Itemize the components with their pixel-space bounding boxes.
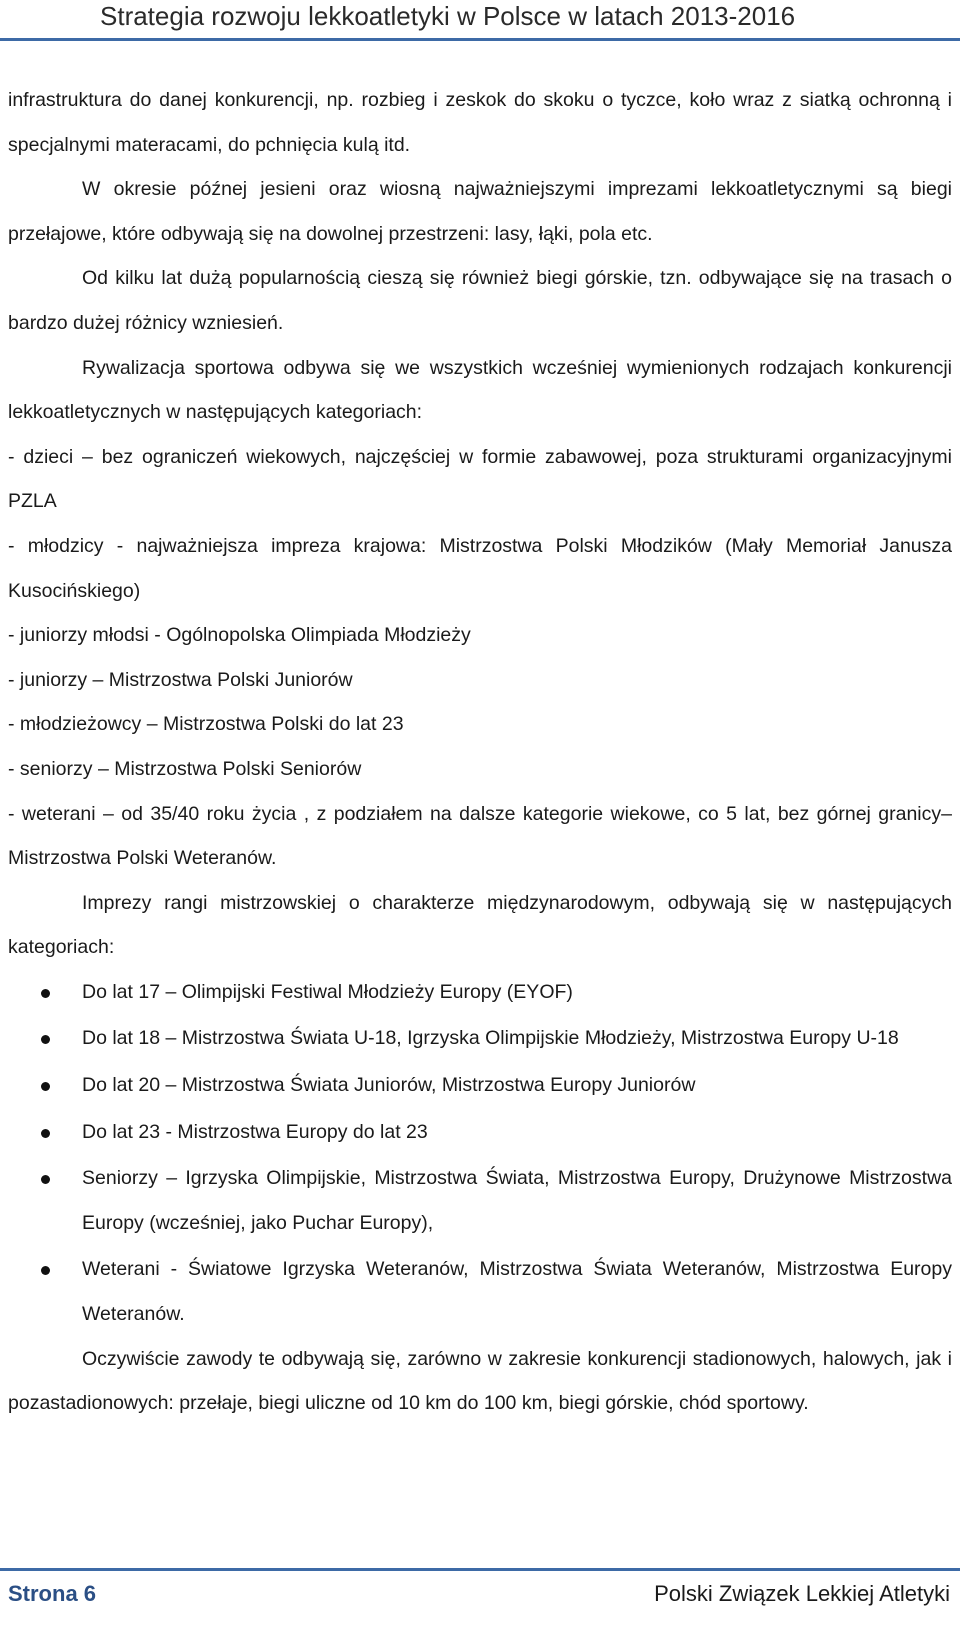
category-line: - młodzicy - najważniejsza impreza krajowa: Mistrzostwa Polski Młodzików (Mały Memoriał Janusza Kusocińskiego) [8, 534, 952, 602]
bullet-icon [41, 1266, 50, 1275]
category-line: - dzieci – bez ograniczeń wiekowych, najczęściej w formie zabawowej, poza strukturami organizacyjnymi PZLA [8, 445, 952, 513]
page-footer [0, 1568, 960, 1631]
list-item-text: Weterani - Światowe Igrzyska Weteranów, Mistrzostwa Świata Weteranów, Mistrzostwa Europy Weteranów. [82, 1258, 952, 1326]
category-line: - młodzieżowcy – Mistrzostwa Polski do lat 23 [8, 713, 404, 736]
list-item [8, 1110, 952, 1155]
list-item-text: Do lat 23 - Mistrzostwa Europy do lat 23 [82, 1120, 428, 1143]
list-item-text: Do lat 17 – Olimpijski Festiwal Młodzieży Europy (EYOF) [82, 980, 573, 1003]
bullet-icon [41, 1082, 50, 1091]
paragraph: Rywalizacja sportowa odbywa się we wszystkich wcześniej wymienionych rodzajach konkurencji lekkoatletycznych w następujących kategoriach: [8, 356, 952, 424]
list-item [8, 970, 952, 1015]
bullet-icon [41, 1175, 50, 1184]
paragraph: infrastruktura do danej konkurencji, np. rozbieg i zeskok do skoku o tyczce, koło wraz z siatką ochronną i specjalnymi materacami, do pchnięcia kulą itd. [8, 89, 952, 156]
list-item-text: Seniorzy – Igrzyska Olimpijskie, Mistrzostwa Świata, Mistrzostwa Europy, Drużynowe Mistrzostwa Europy (wcześniej, jako Puchar Europy), [82, 1167, 952, 1234]
paragraph: Od kilku lat dużą popularnością cieszą się również biegi górskie, tzn. odbywające się na trasach o bardzo dużej różnicy wzniesień. [8, 267, 952, 334]
list-item [8, 1247, 952, 1336]
bullet-icon [41, 989, 50, 998]
document-title: Strategia rozwoju lekkoatletyki w Polsce w latach 2013-2016 [100, 1, 796, 31]
page-header [0, 0, 960, 46]
list-item-text: Do lat 18 – Mistrzostwa Świata U-18, Igrzyska Olimpijskie Młodzieży, Mistrzostwa Europy U-18 [82, 1027, 899, 1050]
paragraph: Imprezy rangi mistrzowskiej o charakterze międzynarodowym, odbywają się w następujących kategoriach: [8, 891, 952, 959]
category-line: - seniorzy – Mistrzostwa Polski Seniorów [8, 757, 362, 780]
document-body [8, 78, 952, 1426]
bullet-icon [41, 1129, 50, 1138]
organization-name: Polski Związek Lekkiej Atletyki [654, 1581, 950, 1606]
category-line: - weterani – od 35/40 roku życia , z podziałem na dalsze kategorie wiekowe, co 5 lat, bez górnej granicy– Mistrzostwa Polski Weteranów. [8, 802, 952, 870]
paragraph: Oczywiście zawody te odbywają się, zarówno w zakresie konkurencji stadionowych, halowych, jak i pozastadionowych: przełaje, biegi uliczne od 10 km do 100 km, biegi górskie, chód sportowy. [8, 1347, 952, 1415]
category-line: - juniorzy – Mistrzostwa Polski Juniorów [8, 668, 353, 691]
footer-divider [0, 1568, 960, 1571]
list-item [8, 1156, 952, 1245]
category-line: - juniorzy młodsi - Ogólnopolska Olimpiada Młodzieży [8, 624, 471, 647]
paragraph: W okresie późnej jesieni oraz wiosną najważniejszymi imprezami lekkoatletycznymi są biegi przełajowe, które odbywają się na dowolnej przestrzeni: lasy, łąki, pola etc. [8, 178, 952, 245]
header-divider [0, 38, 960, 41]
list-item-text: Do lat 20 – Mistrzostwa Świata Juniorów, Mistrzostwa Europy Juniorów [82, 1074, 696, 1097]
page-number: Strona 6 [8, 1581, 97, 1606]
list-item [8, 1016, 952, 1061]
bullet-list [8, 970, 952, 1337]
list-item [8, 1063, 952, 1108]
bullet-icon [41, 1035, 50, 1044]
